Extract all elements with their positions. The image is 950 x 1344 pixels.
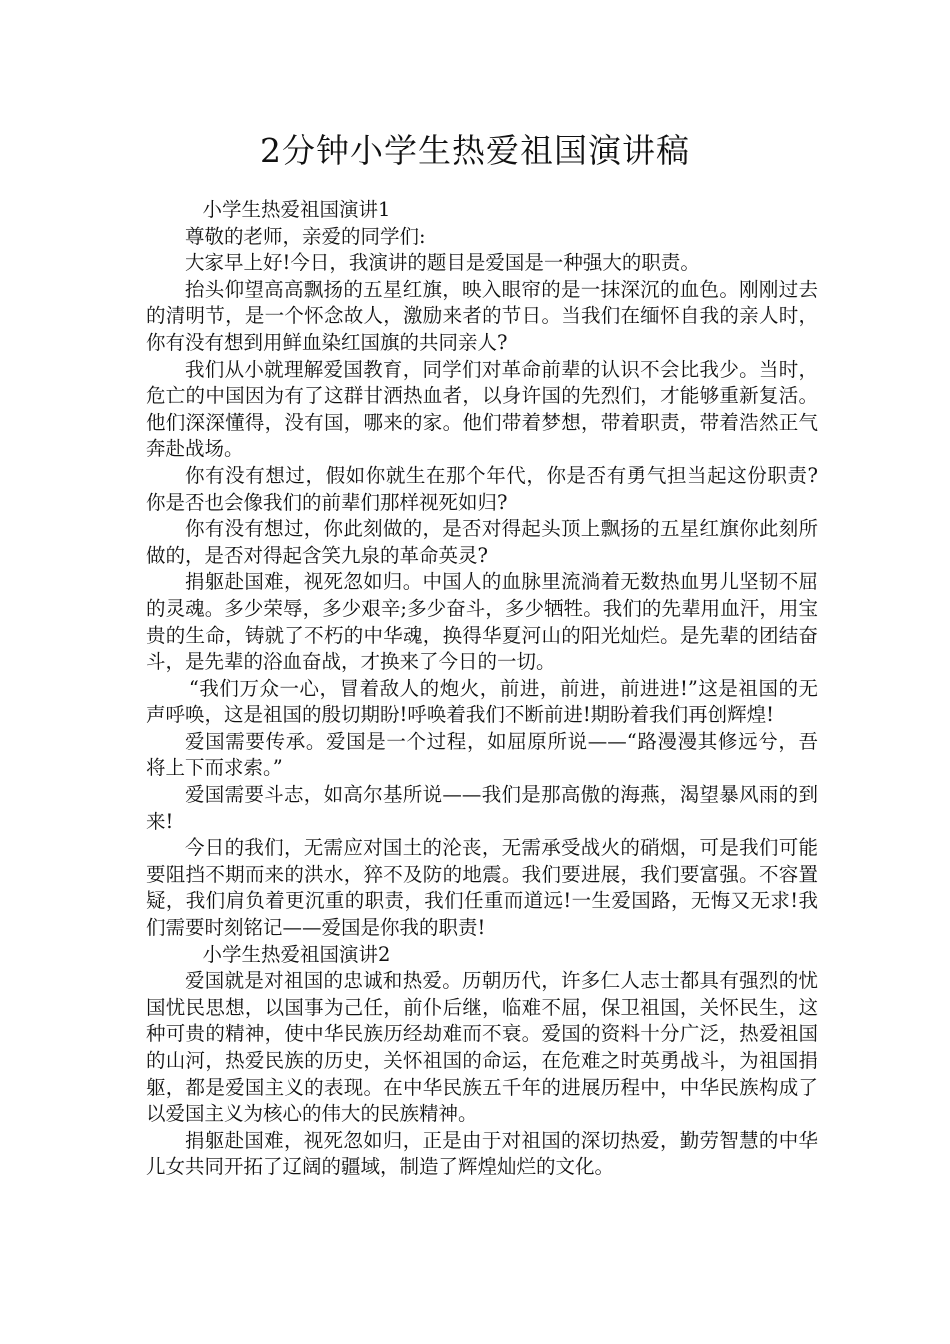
paragraph-quote: “我们万众一心，冒着敌人的炮火，前进，前进，前进进!”这是祖国的无声呼唤，这是祖国的殷切期盼!呼唤着我们不断前进!期盼着我们再创辉煌!	[146, 676, 818, 727]
paragraph: 你有没有想过，假如你就生在那个年代，你是否有勇气担当起这份职责?你是否也会像我们的前辈们那样视死如归?	[146, 463, 818, 514]
paragraph: 你有没有想过，你此刻做的，是否对得起头顶上飘扬的五星红旗你此刻所做的，是否对得起含笑九泉的革命英灵?	[146, 517, 818, 567]
paragraph: 爱国需要传承。爱国是一个过程，如屈原所说——“路漫漫其修远兮，吾将上下而求索。”	[146, 729, 818, 780]
document-body	[146, 197, 818, 1181]
paragraph: 爱国需要斗志，如高尔基所说——我们是那高傲的海燕，渴望暴风雨的到来!	[146, 783, 818, 833]
section-heading-2: 小学生热爱祖国演讲2	[202, 942, 391, 966]
paragraph: 捐躯赴国难，视死忽如归，正是由于对祖国的深切热爱，勤劳智慧的中华儿女共同开拓了辽阔的疆域，制造了辉煌灿烂的文化。	[146, 1128, 818, 1179]
document-title: 2分钟小学生热爱祖国演讲稿	[260, 131, 690, 170]
paragraph: 爱国就是对祖国的忠诚和热爱。历朝历代，许多仁人志士都具有强烈的忧国忧民思想，以国事为己任，前仆后继，临难不屈，保卫祖国，关怀民生，这种可贵的精神，使中华民族历经劫难而不衰。爱国的资料十分广泛，热爱祖国的山河，热爱民族的历史，关怀祖国的命运，在危难之时英勇战斗，为祖国捐躯，都是爱国主义的表现。在中华民族五千年的进展历程中，中华民族构成了以爱国主义为核心的伟大的民族精神。	[146, 969, 818, 1126]
section-heading-1: 小学生热爱祖国演讲1	[202, 198, 391, 221]
paragraph: 抬头仰望高高飘扬的五星红旗，映入眼帘的是一抹深沉的血色。刚刚过去的清明节，是一个怀念故人，激励来者的节日。当我们在缅怀自我的亲人时，你有没有想到用鲜血染红国旗的共同亲人?	[146, 277, 818, 354]
paragraph: 捐躯赴国难，视死忽如归。中国人的血脉里流淌着无数热血男儿坚韧不屈的灵魂。多少荣辱，多少艰辛;多少奋斗，多少牺牲。我们的先辈用血汗，用宝贵的生命，铸就了不朽的中华魂，换得华夏河山的阳光灿烂。是先辈的团结奋斗，是先辈的浴血奋战，才换来了今日的一切。	[146, 570, 818, 674]
paragraph-greeting: 尊敬的老师，亲爱的同学们:	[185, 224, 426, 248]
paragraph: 大家早上好!今日，我演讲的题目是爱国是一种强大的职责。	[185, 251, 700, 275]
paragraph: 我们从小就理解爱国教育，同学们对革命前辈的认识不会比我少。当时，危亡的中国因为有了这群甘洒热血者，以身许国的先烈们，才能够重新复活。他们深深懂得，没有国，哪来的家。他们带着梦想，带着职责，带着浩然正气奔赴战场。	[146, 357, 818, 461]
paragraph: 今日的我们，无需应对国土的沦丧，无需承受战火的硝烟，可是我们可能要阻挡不期而来的洪水，猝不及防的地震。我们要进展，我们要富强。不容置疑，我们肩负着更沉重的职责，我们任重而道远!一生爱国路，无悔又无求!我们需要时刻铭记——爱国是你我的职责!	[146, 836, 818, 940]
